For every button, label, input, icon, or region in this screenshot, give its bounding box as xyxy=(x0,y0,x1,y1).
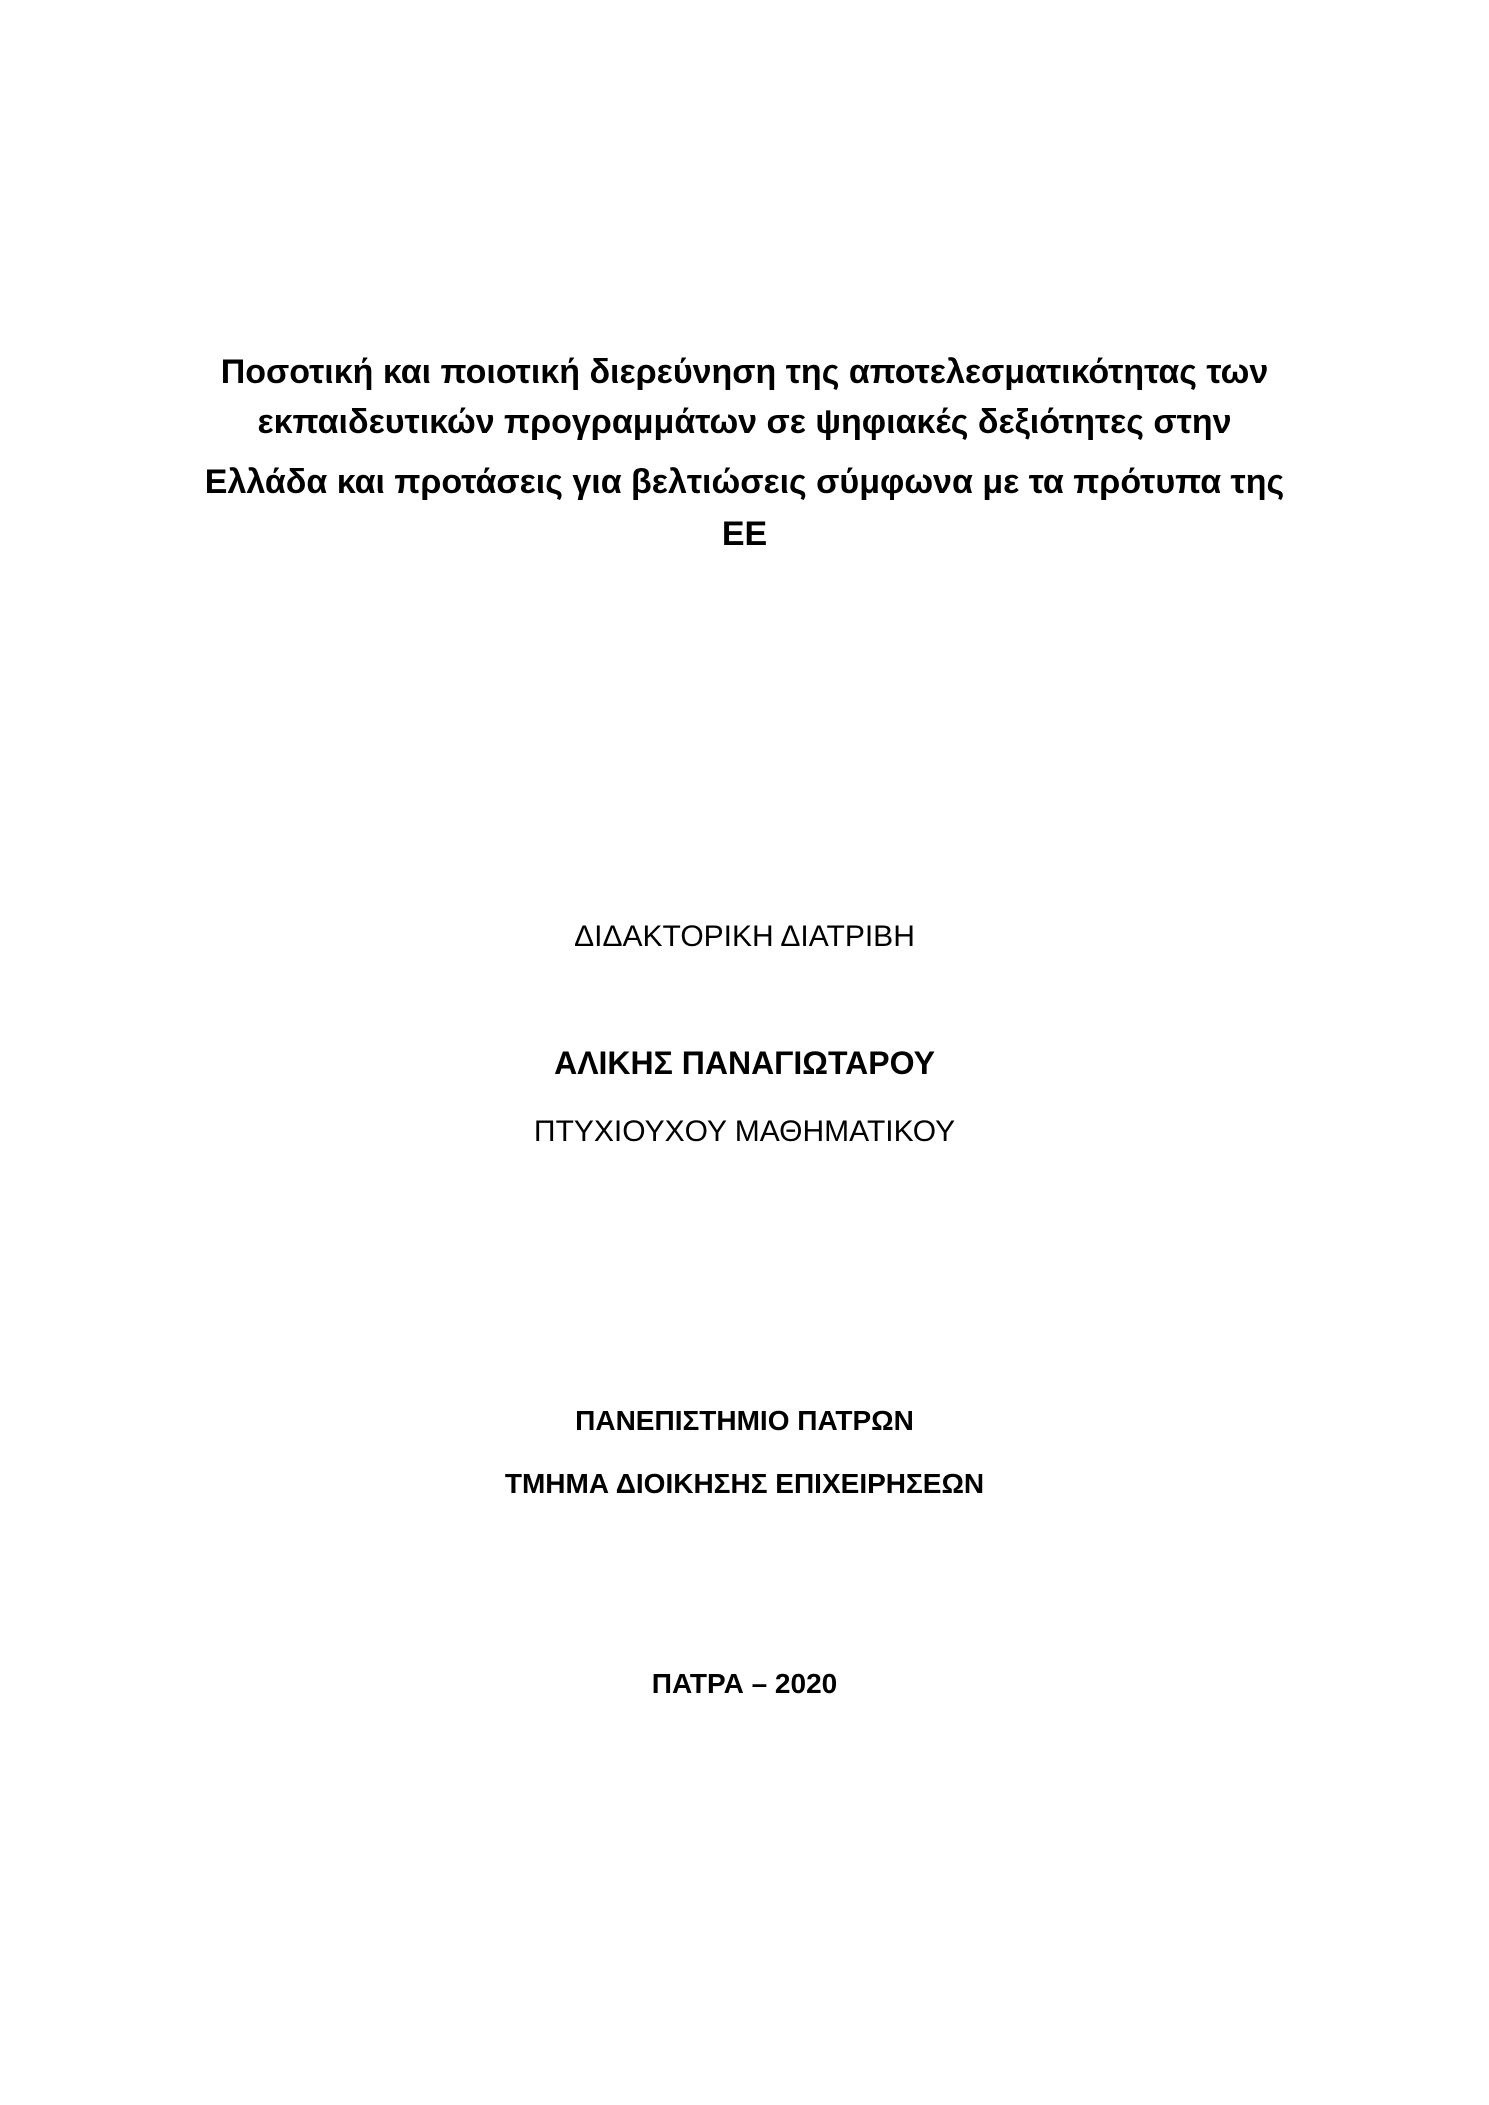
thesis-title-line-4: ΕΕ xyxy=(721,515,768,553)
thesis-title-line-1: Ποσοτική και ποιοτική διερεύνηση της αποτελεσματικότητας των xyxy=(220,353,1269,391)
department-name: ΤΜΗΜΑ ΔΙΟΙΚΗΣΗΣ ΕΠΙΧΕΙΡΗΣΕΩΝ xyxy=(504,1468,985,1499)
thesis-title-line-3: Ελλάδα και προτάσεις για βελτιώσεις σύμφωνα με τα πρότυπα της xyxy=(204,463,1285,501)
university-name: ΠΑΝΕΠΙΣΤΗΜΙΟ ΠΑΤΡΩΝ xyxy=(575,1405,914,1436)
document-type: ΔΙΔΑΚΤΟΡΙΚΗ ΔΙΑΤΡΙΒΗ xyxy=(574,920,915,953)
author-name: ΑΛΙΚΗΣ ΠΑΝΑΓΙΩΤΑΡΟΥ xyxy=(554,1045,935,1081)
place-date: ΠΑΤΡΑ – 2020 xyxy=(651,1668,838,1699)
thesis-title-line-2: εκπαιδευτικών προγραμμάτων σε ψηφιακές δεξιότητες στην xyxy=(257,403,1232,441)
author-degree: ΠΤΥΧΙΟΥΧΟΥ ΜΑΘΗΜΑΤΙΚΟΥ xyxy=(533,1115,956,1148)
